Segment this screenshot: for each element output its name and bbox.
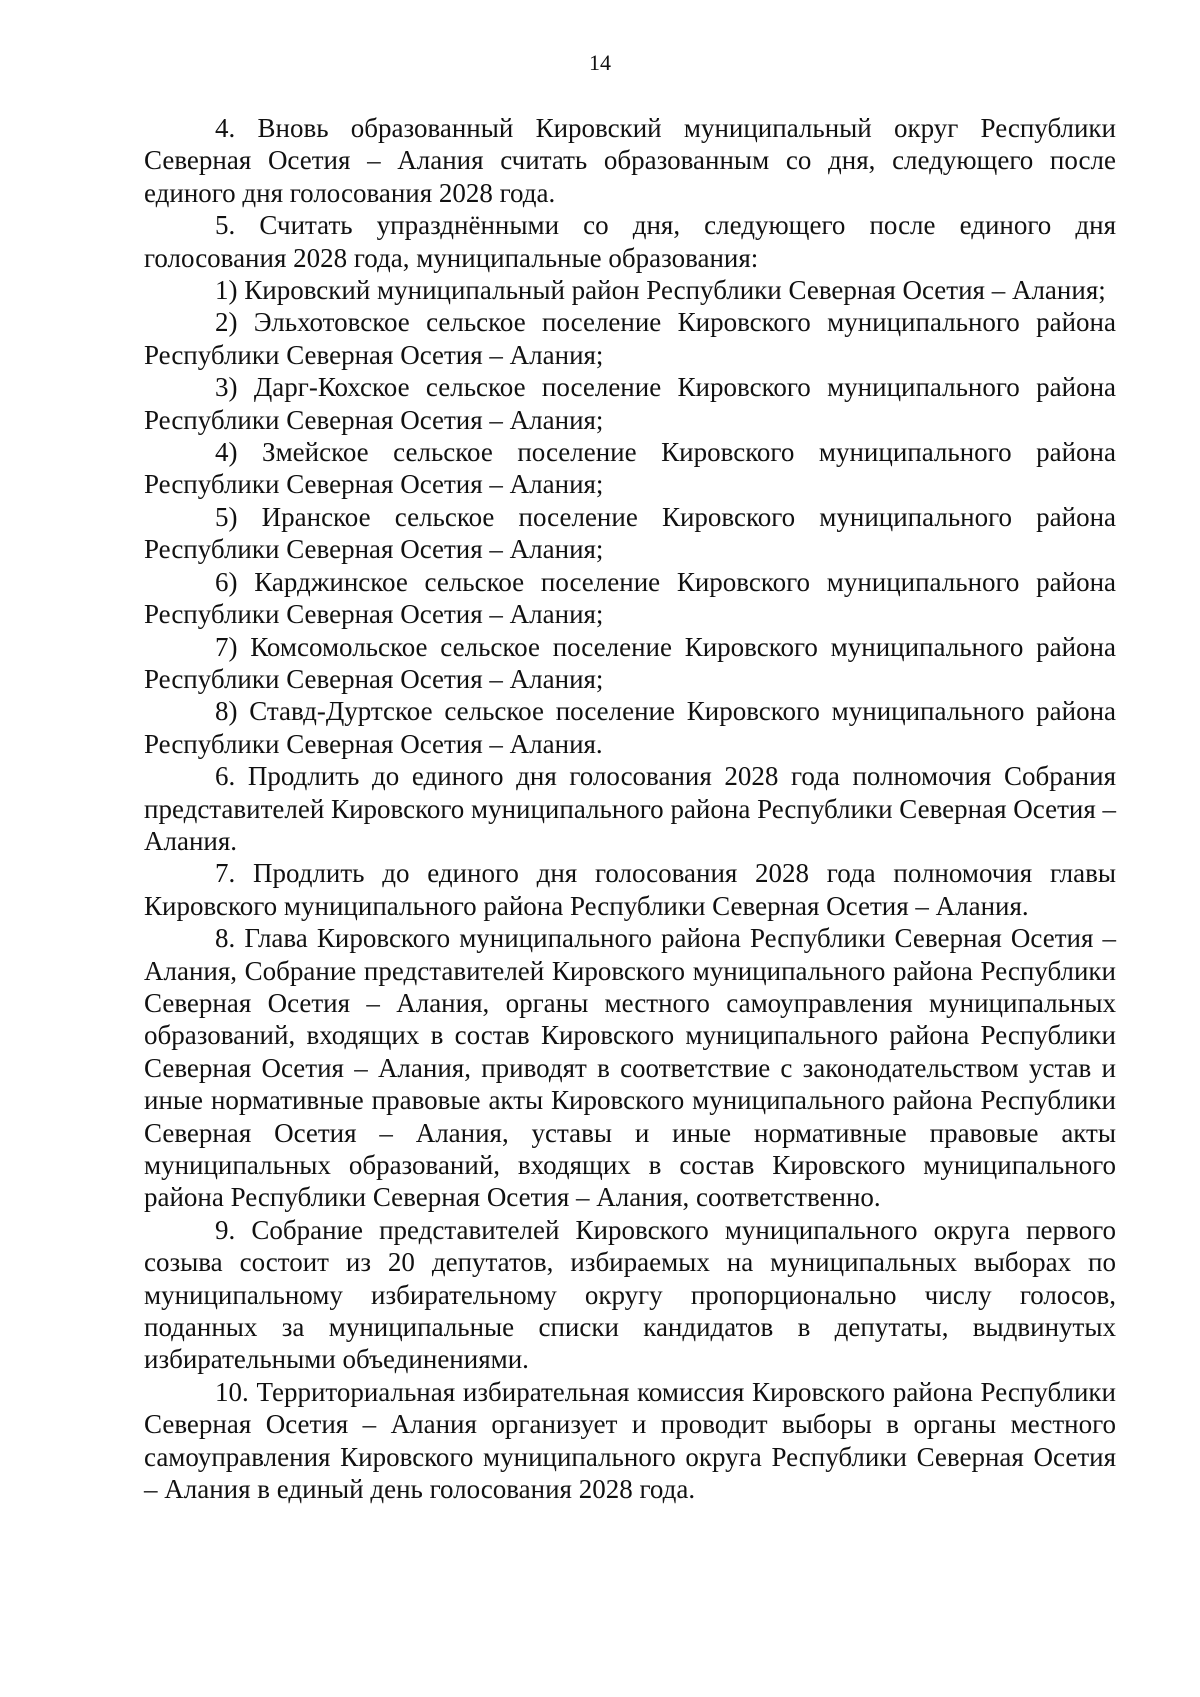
page-number: 14 <box>589 50 611 75</box>
paragraph-4: 4. Вновь образованный Кировский муниципальный округ Республики Северная Осетия – Алания считать образованным со дня, следующего после единого дня голосования 2028 года. <box>144 113 1116 208</box>
paragraph-6: 6. Продлить до единого дня голосования 2028 года полномочия Собрания представителей Кировского муниципального района Республики Северная Осетия – Алания. <box>144 761 1116 856</box>
paragraph-5: 5. Считать упразднёнными со дня, следующего после единого дня голосования 2028 года, муниципальные образования: <box>144 210 1116 273</box>
list-item-4: 4) Змейское сельское поселение Кировского муниципального района Республики Северная Осетия – Алания; <box>144 437 1116 500</box>
list-item-5: 5) Иранское сельское поселение Кировского муниципального района Республики Северная Осетия – Алания; <box>144 501 1116 565</box>
list-item-1: 1) Кировский муниципальный район Республики Северная Осетия – Алания; <box>215 275 1106 306</box>
list-item-2: 2) Эльхотовское сельское поселение Кировского муниципального района Республики Северная Осетия – Алания; <box>144 307 1116 370</box>
paragraph-9: 9. Собрание представителей Кировского муниципального округа первого созыва состоит из 20 депутатов, избираемых на муниципальных выборах по муниципальному избирательному округу пропорционально числу голосов, поданных за муниципальные списки кандидатов в депутаты, выдвинутых избирательными объединениями. <box>144 1214 1116 1375</box>
list-item-3: 3) Дарг-Кохское сельское поселение Кировского муниципального района Республики Северная Осетия – Алания; <box>144 372 1116 435</box>
list-item-7: 7) Комсомольское сельское поселение Кировского муниципального района Республики Северная Осетия – Алания; <box>144 631 1116 694</box>
document-body <box>144 112 1116 1505</box>
list-item-8: 8) Ставд-Дуртское сельское поселение Кировского муниципального района Республики Северная Осетия – Алания. <box>144 696 1116 759</box>
list-item-6: 6) Карджинское сельское поселение Кировского муниципального района Республики Северная Осетия – Алания; <box>144 566 1116 630</box>
paragraph-10: 10. Территориальная избирательная комиссия Кировского района Республики Северная Осетия – Алания организует и проводит выборы в органы местного самоуправления Кировского муниципального округа Республики Северная Осетия – Алания в единый день голосования 2028 года. <box>144 1376 1116 1505</box>
paragraph-7: 7. Продлить до единого дня голосования 2028 года полномочия главы Кировского муниципального района Республики Северная Осетия – Алания. <box>144 858 1116 921</box>
paragraph-8: 8. Глава Кировского муниципального района Республики Северная Осетия – Алания, Собрание представителей Кировского муниципального района Республики Северная Осетия – Алания, органы местного самоуправления муниципальных образований, входящих в состав Кировского муниципального района Республики Северная Осетия – Алания, приводят в соответствие с законодательством устав и иные нормативные правовые акты Кировского муниципального района Республики Северная Осетия – Алания, уставы и иные нормативные правовые акты муниципальных образований, входящих в состав Кировского муниципального района Республики Северная Осетия – Алания, соответственно. <box>144 923 1116 1213</box>
